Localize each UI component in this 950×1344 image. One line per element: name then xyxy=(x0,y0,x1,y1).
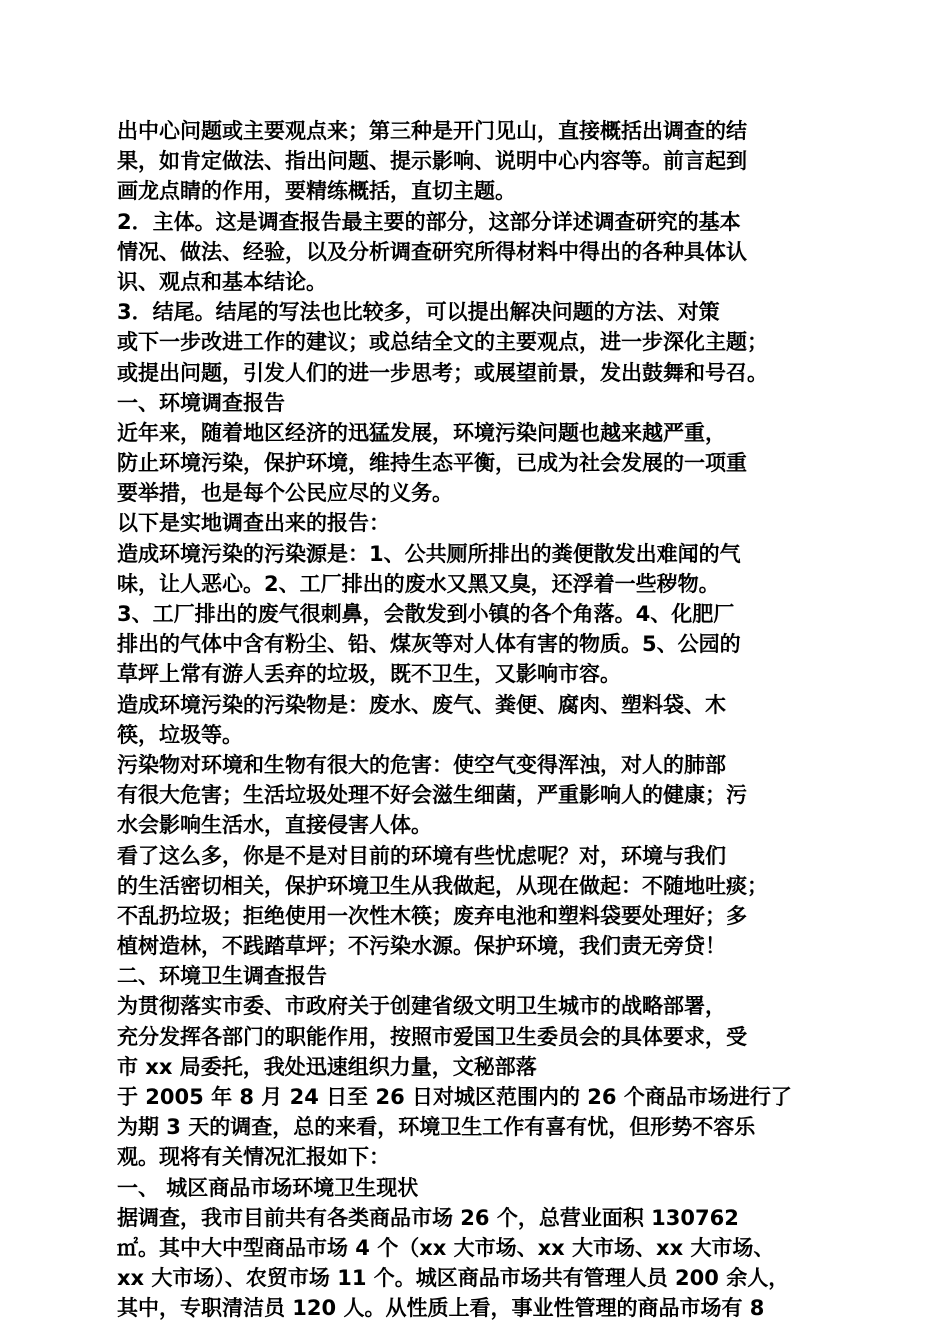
text-line: 造成环境污染的污染源是：1、公共厕所排出的粪便散发出难闻的气 xyxy=(117,541,741,566)
text-line: 造成环境污染的污染物是：废水、废气、粪便、腐肉、塑料袋、木 xyxy=(117,692,726,717)
text-line: 味，让人恶心。2、工厂排出的废水又黑又臭，还浮着一些秽物。 xyxy=(117,571,720,596)
text-line: xx 大市场）、农贸市场 11 个。城区商品市场共有管理人员 200 余人， xyxy=(117,1266,790,1291)
text-line: 近年来，随着地区经济的迅猛发展，环境污染问题也越来越严重， xyxy=(117,420,726,445)
text-line: 3、工厂排出的废气很刺鼻，会散发到小镇的各个角落。4、化肥厂 xyxy=(117,602,735,626)
text-line: 据调查，我市目前共有各类商品市场 26 个，总营业面积 130762 xyxy=(117,1205,739,1230)
text-line: 3．结尾。结尾的写法也比较多，可以提出解决问题的方法、对策 xyxy=(117,300,720,325)
text-line: ㎡。其中大中型商品市场 4 个（xx 大市场、xx 大市场、xx 大市场、 xyxy=(117,1235,775,1260)
text-line: 其中，专职清洁员 120 人。从性质上看，事业性管理的商品市场有 8 xyxy=(117,1296,765,1321)
text-line: 筷，垃圾等。 xyxy=(117,722,243,747)
text-line: 水会影响生活水，直接侵害人体。 xyxy=(117,813,432,838)
text-line: 污染物对环境和生物有很大的危害：使空气变得浑浊，对人的肺部 xyxy=(117,752,726,777)
text-line: 果，如肯定做法、指出问题、提示影响、说明中心内容等。前言起到 xyxy=(117,149,747,174)
text-line: 有很大危害；生活垃圾处理不好会滋生细菌，严重影响人的健康；污 xyxy=(117,783,747,808)
text-line: 情况、做法、经验，以及分析调查研究所得材料中得出的各种具体认 xyxy=(117,239,747,264)
text-line: 充分发挥各部门的职能作用，按照市爱国卫生委员会的具体要求，受 xyxy=(117,1024,747,1049)
text-line: 以下是实地调查出来的报告： xyxy=(117,511,390,536)
section-heading: 一、 城区商品市场环境卫生现状 xyxy=(117,1175,419,1200)
text-line: 为贯彻落实市委、市政府关于创建省级文明卫生城市的战略部署， xyxy=(117,994,726,1019)
text-line: 画龙点睛的作用，要精练概括，直切主题。 xyxy=(117,179,516,204)
text-line: 市 xx 局委托，我处迅速组织力量，文秘部落 xyxy=(117,1054,537,1079)
text-line: 识、观点和基本结论。 xyxy=(117,269,327,294)
text-line: 出中心问题或主要观点来；第三种是开门见山，直接概括出调查的结 xyxy=(117,119,747,143)
text-line: 草坪上常有游人丢弃的垃圾，既不卫生，又影响市容。 xyxy=(117,662,621,687)
text-line: 要举措，也是每个公民应尽的义务。 xyxy=(117,481,453,506)
text-line: 不乱扔垃圾；拒绝使用一次性木筷；废弃电池和塑料袋要处理好；多 xyxy=(117,903,747,928)
text-line: 或下一步改进工作的建议；或总结全文的主要观点，进一步深化主题； xyxy=(117,330,768,355)
text-line: 2．主体。这是调查报告最主要的部分，这部分详述调查研究的基本 xyxy=(117,209,741,234)
text-line: 为期 3 天的调查，总的来看，环境卫生工作有喜有忧，但形势不容乐 xyxy=(117,1115,756,1140)
text-line: 的生活密切相关，保护环境卫生从我做起，从现在做起：不随地吐痰； xyxy=(117,873,768,898)
text-line: 防止环境污染，保护环境，维持生态平衡，已成为社会发展的一项重 xyxy=(117,451,747,476)
text-line: 看了这么多，你是不是对目前的环境有些忧虑呢？对，环境与我们 xyxy=(117,843,726,868)
text-line: 于 2005 年 8 月 24 日至 26 日对城区范围内的 26 个商品市场进行了 xyxy=(117,1085,792,1109)
text-line: 排出的气体中含有粉尘、铅、煤灰等对人体有害的物质。5、公园的 xyxy=(117,632,741,657)
text-line: 或提出问题，引发人们的进一步思考；或展望前景，发出鼓舞和号召。 xyxy=(117,360,768,385)
text-line: 观。现将有关情况汇报如下： xyxy=(117,1145,390,1170)
section-heading: 二、环境卫生调查报告 xyxy=(117,964,327,989)
document-page xyxy=(117,116,847,1324)
text-line: 植树造林，不践踏草坪；不污染水源。保护环境，我们责无旁贷！ xyxy=(117,934,726,959)
section-heading: 一、环境调查报告 xyxy=(117,390,285,415)
